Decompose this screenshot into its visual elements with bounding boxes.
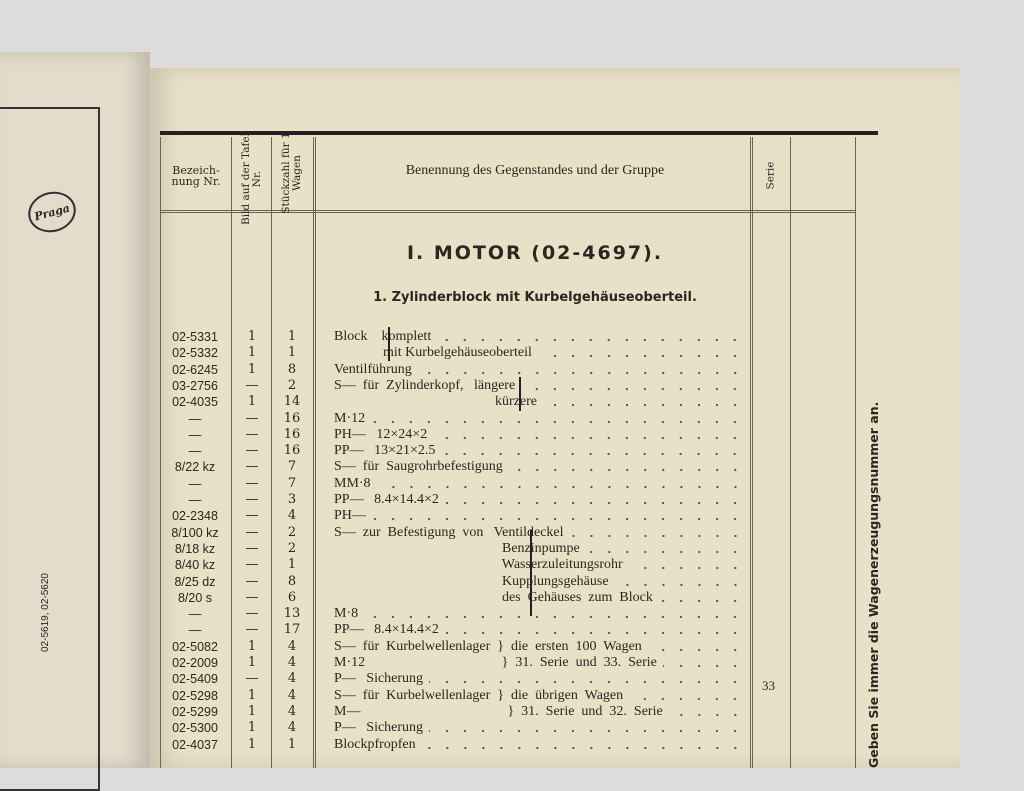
- leader-dots: [429, 680, 744, 684]
- table-row: [160, 639, 750, 655]
- figure-number: 1: [247, 687, 257, 703]
- description-cell: [334, 459, 744, 475]
- top-rule: [160, 131, 878, 135]
- table-row: [160, 704, 750, 720]
- figure-number: —: [245, 508, 259, 524]
- col-line: [750, 137, 753, 768]
- leader-dots: [437, 338, 744, 342]
- quantity: 2: [287, 540, 297, 556]
- description: Blockpfropfen: [334, 736, 416, 752]
- table-row: [160, 492, 750, 508]
- table-row: [160, 606, 750, 622]
- description: Kupplungsgehäuse: [334, 573, 609, 589]
- description-cell: [334, 443, 744, 459]
- table-row: [160, 525, 750, 541]
- table-row: [160, 329, 750, 345]
- description: S— für Zylinderkopf, längere: [334, 377, 516, 393]
- description: Ventilführung: [334, 361, 412, 377]
- leader-dots: [521, 387, 744, 391]
- description-cell: [334, 476, 744, 492]
- description-cell: [334, 671, 744, 687]
- table-row: [160, 394, 750, 410]
- table-row: [160, 411, 750, 427]
- table-row: [160, 508, 750, 524]
- quantity: 4: [287, 720, 297, 736]
- table-row: [160, 427, 750, 443]
- leader-dots: [364, 615, 744, 619]
- figure-number: 1: [247, 345, 257, 361]
- part-number: 02-2348: [172, 509, 218, 524]
- table-row: [160, 590, 750, 606]
- quantity: 16: [283, 443, 301, 459]
- quantity: 6: [287, 589, 297, 605]
- table-row: [160, 720, 750, 736]
- figure-number: 1: [247, 736, 257, 752]
- table-row: [160, 574, 750, 590]
- figure-number: —: [245, 573, 259, 589]
- table-row: [160, 378, 750, 394]
- quantity: 8: [287, 573, 297, 589]
- table-row: [160, 362, 750, 378]
- table-row: [160, 622, 750, 638]
- leader-dots: [372, 517, 744, 521]
- quantity: 4: [287, 638, 297, 654]
- description: M·12: [334, 410, 366, 426]
- part-number: 02-5082: [172, 639, 218, 654]
- leader-dots: [418, 371, 744, 375]
- part-number: 8/20 s: [177, 590, 213, 605]
- description-cell: [334, 492, 744, 508]
- header-bild: Bild auf der Tafel Nr.: [240, 133, 263, 225]
- quantity: 7: [287, 459, 297, 475]
- description-cell: [334, 411, 744, 427]
- figure-number: —: [245, 377, 259, 393]
- description: M·12 } 31. Serie und 33. Serie: [334, 655, 657, 670]
- part-number: 02-5298: [172, 688, 218, 703]
- table-row: [160, 443, 750, 459]
- figure-number: —: [245, 606, 259, 622]
- leader-dots: [422, 746, 744, 750]
- description: kürzere: [334, 394, 537, 410]
- figure-number: —: [245, 410, 259, 426]
- leader-dots: [663, 664, 744, 668]
- part-number: 02-5331: [172, 330, 218, 344]
- header-serie: Serie: [764, 161, 777, 190]
- quantity: 13: [283, 606, 301, 622]
- bracket: [388, 327, 390, 361]
- part-number: 8/18 kz: [174, 541, 216, 556]
- figure-number: —: [245, 671, 259, 687]
- part-number: 02-4037: [172, 737, 218, 752]
- leader-dots: [371, 420, 744, 424]
- description-cell: [334, 720, 744, 736]
- description-cell: [334, 557, 744, 573]
- part-number: 8/100 kz: [171, 525, 219, 540]
- leader-dots: [586, 550, 744, 554]
- leader-dots: [629, 697, 744, 701]
- description: des Gehäuses zum Block: [334, 589, 653, 605]
- quantity: 2: [287, 524, 297, 540]
- figure-number: 1: [247, 655, 257, 670]
- table-row: [160, 688, 750, 704]
- figure-number: 1: [247, 361, 257, 377]
- description-cell: [334, 737, 744, 753]
- leader-dots: [648, 648, 744, 652]
- leader-dots: [429, 729, 744, 733]
- figure-number: 1: [247, 703, 257, 719]
- description-cell: [334, 622, 744, 638]
- table-row: [160, 737, 750, 753]
- table-row: [160, 557, 750, 573]
- figure-number: 1: [247, 394, 257, 410]
- description: mit Kurbelgehäuseoberteil: [334, 345, 532, 361]
- bracket: [530, 530, 532, 616]
- figure-number: 1: [247, 329, 257, 344]
- header-nr: Bezeich- nung Nr.: [171, 164, 221, 188]
- quantity: 1: [287, 345, 297, 361]
- description: P— Sicherung: [334, 720, 424, 736]
- praga-logo: Praga: [24, 186, 81, 237]
- col-line: [790, 137, 791, 768]
- description: Block komplett: [334, 329, 432, 344]
- description-cell: [334, 639, 744, 655]
- leader-dots: [615, 583, 744, 587]
- header-stueck: Stückzahl für 1 Wagen: [280, 132, 303, 214]
- quantity: 8: [287, 361, 297, 377]
- figure-number: —: [245, 492, 259, 507]
- figure-caption: 02-5619, 02-5620: [40, 573, 51, 652]
- leader-dots: [509, 468, 744, 472]
- figure-number: —: [245, 557, 259, 573]
- quantity: 16: [283, 426, 301, 442]
- header-rule: [160, 210, 856, 213]
- description-cell: [334, 688, 744, 704]
- part-number: —: [188, 623, 202, 638]
- quantity: 7: [287, 475, 297, 491]
- table-row: [160, 671, 750, 687]
- description: PP— 8.4×14.4×2: [334, 622, 439, 638]
- description-cell: [334, 508, 744, 524]
- figure-number: —: [245, 426, 259, 442]
- figure-number: 1: [247, 638, 257, 654]
- quantity: 4: [287, 671, 297, 687]
- part-number: —: [188, 493, 202, 507]
- table-row: [160, 655, 750, 671]
- leader-dots: [669, 713, 744, 717]
- part-number: 02-4035: [172, 395, 218, 410]
- quantity: 16: [283, 410, 301, 426]
- figure-number: 1: [247, 720, 257, 736]
- part-number: —: [188, 427, 202, 442]
- part-number: 02-2009: [172, 656, 218, 670]
- figure-number: —: [245, 589, 259, 605]
- part-number: 02-5300: [172, 721, 218, 736]
- description: MM·8: [334, 475, 371, 491]
- description: S— für Saugrohrbefestigung: [334, 459, 503, 475]
- figure-number: —: [245, 443, 259, 459]
- description: M·8: [334, 606, 359, 622]
- description-cell: [334, 541, 744, 557]
- part-number: 02-5299: [172, 704, 218, 719]
- quantity: 1: [287, 557, 297, 573]
- description: S— zur Befestigung von Ventildeckel: [334, 524, 564, 540]
- quantity: 2: [287, 377, 297, 393]
- side-note: Geben Sie immer die Wagenerzeugungsnummer an.: [866, 401, 881, 768]
- leader-dots: [441, 452, 744, 456]
- quantity: 1: [287, 736, 297, 752]
- description: S— für Kurbelwellenlager } die übrigen Wagen: [334, 687, 624, 703]
- description-cell: [334, 525, 744, 541]
- description-cell: [334, 606, 744, 622]
- part-number: 02-5409: [172, 672, 218, 687]
- description: PP— 8.4×14.4×2: [334, 492, 439, 507]
- description-cell: [334, 574, 744, 590]
- quantity: 4: [287, 655, 297, 670]
- leader-dots: [433, 436, 744, 440]
- part-number: 8/25 dz: [174, 574, 216, 589]
- section-title: I. MOTOR (02-4697).: [406, 242, 664, 264]
- figure-number: —: [245, 524, 259, 540]
- description-cell: [334, 362, 744, 378]
- bracket: [519, 377, 521, 411]
- figure-number: —: [245, 540, 259, 556]
- description-cell: [334, 590, 744, 606]
- description-cell: [334, 655, 744, 671]
- part-number: 02-5332: [172, 346, 218, 361]
- description-cell: [334, 345, 744, 361]
- leader-dots: [543, 403, 744, 407]
- quantity: 4: [287, 508, 297, 524]
- part-number: —: [188, 411, 202, 426]
- quantity: 3: [287, 492, 297, 507]
- quantity: 17: [283, 622, 301, 638]
- figure-number: —: [245, 475, 259, 491]
- description: Wasserzuleitungsrohr: [334, 557, 623, 573]
- part-number: —: [188, 607, 202, 622]
- part-number: —: [188, 476, 202, 491]
- quantity: 1: [287, 329, 297, 344]
- quantity: 4: [287, 703, 297, 719]
- description-cell: [334, 378, 744, 394]
- col-line: [855, 137, 856, 768]
- description-cell: [334, 394, 744, 410]
- part-number: 8/40 kz: [174, 558, 216, 573]
- leader-dots: [377, 485, 744, 489]
- description-cell: [334, 704, 744, 720]
- description: Benzinpumpe: [334, 540, 580, 556]
- description-cell: [334, 329, 744, 345]
- part-number: 8/22 kz: [174, 460, 216, 475]
- leader-dots: [445, 501, 744, 505]
- description-cell: [334, 427, 744, 443]
- description: PH— 12×24×2: [334, 426, 428, 442]
- description: PH—: [334, 508, 366, 524]
- leader-dots: [538, 354, 744, 358]
- table-row: [160, 541, 750, 557]
- description: S— für Kurbelwellenlager } die ersten 100 Wagen: [334, 638, 642, 654]
- header-benennung: Benennung des Gegenstandes und der Gruppe: [405, 163, 665, 178]
- table-row: [160, 476, 750, 492]
- part-number: —: [188, 444, 202, 459]
- leader-dots: [445, 631, 744, 635]
- description: M— } 31. Serie und 32. Serie: [334, 703, 663, 719]
- description: PP— 13×21×2.5: [334, 443, 436, 459]
- leader-dots: [629, 566, 744, 570]
- part-number: 02-6245: [172, 362, 218, 377]
- figure-number: —: [245, 622, 259, 638]
- table-row: [160, 459, 750, 475]
- quantity: 4: [287, 687, 297, 703]
- leader-dots: [659, 599, 744, 603]
- part-number: 03-2756: [172, 378, 218, 393]
- page-number: 33: [762, 678, 775, 693]
- table-row: [160, 345, 750, 361]
- quantity: 14: [283, 394, 301, 410]
- description: P— Sicherung: [334, 671, 424, 687]
- leader-dots: [570, 534, 744, 538]
- left-page: [0, 52, 150, 768]
- subsection-title: 1. Zylinderblock mit Kurbelgehäuseoberteil.: [373, 290, 697, 305]
- figure-number: —: [245, 459, 259, 475]
